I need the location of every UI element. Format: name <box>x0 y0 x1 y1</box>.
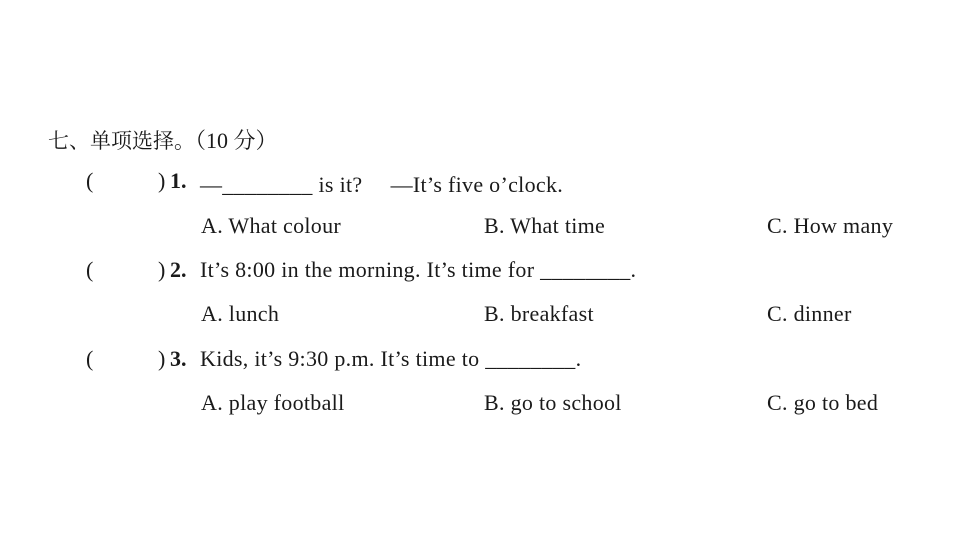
question-number: 3. <box>170 346 187 371</box>
section-score: （10 分） <box>195 128 278 153</box>
option-c: C. go to bed <box>767 390 879 415</box>
answer-paren-close: ) <box>158 346 166 371</box>
answer-paren-open: ( <box>86 168 94 193</box>
answer-paren-open: ( <box>86 346 94 371</box>
option-b: B. breakfast <box>484 301 594 326</box>
question-stem: It’s 8:00 in the morning. It’s time for ________. <box>200 257 637 282</box>
question-1 <box>0 168 960 208</box>
option-c: C. How many <box>767 213 894 238</box>
question-3-options <box>0 390 960 430</box>
answer-paren-open: ( <box>86 257 94 282</box>
option-a: A. play football <box>201 390 345 415</box>
question-2-options <box>0 301 960 341</box>
answer-paren-close: ) <box>158 257 166 282</box>
question-3 <box>0 346 960 386</box>
option-b: B. go to school <box>484 390 622 415</box>
question-stem: Kids, it’s 9:30 p.m. It’s time to ________. <box>200 346 582 371</box>
option-a: A. lunch <box>201 301 280 326</box>
question-stem: —________ is it? —It’s five o’clock. <box>200 172 564 197</box>
answer-paren-close: ) <box>158 168 166 193</box>
question-number: 1. <box>170 168 187 193</box>
question-1-options <box>0 213 960 253</box>
question-number: 2. <box>170 257 187 282</box>
section-title-text: 七、单项选择。 <box>48 129 195 153</box>
section-title <box>48 124 278 155</box>
question-2 <box>0 257 960 297</box>
option-c: C. dinner <box>767 301 852 326</box>
option-b: B. What time <box>484 213 606 238</box>
option-a: A. What colour <box>201 213 342 238</box>
